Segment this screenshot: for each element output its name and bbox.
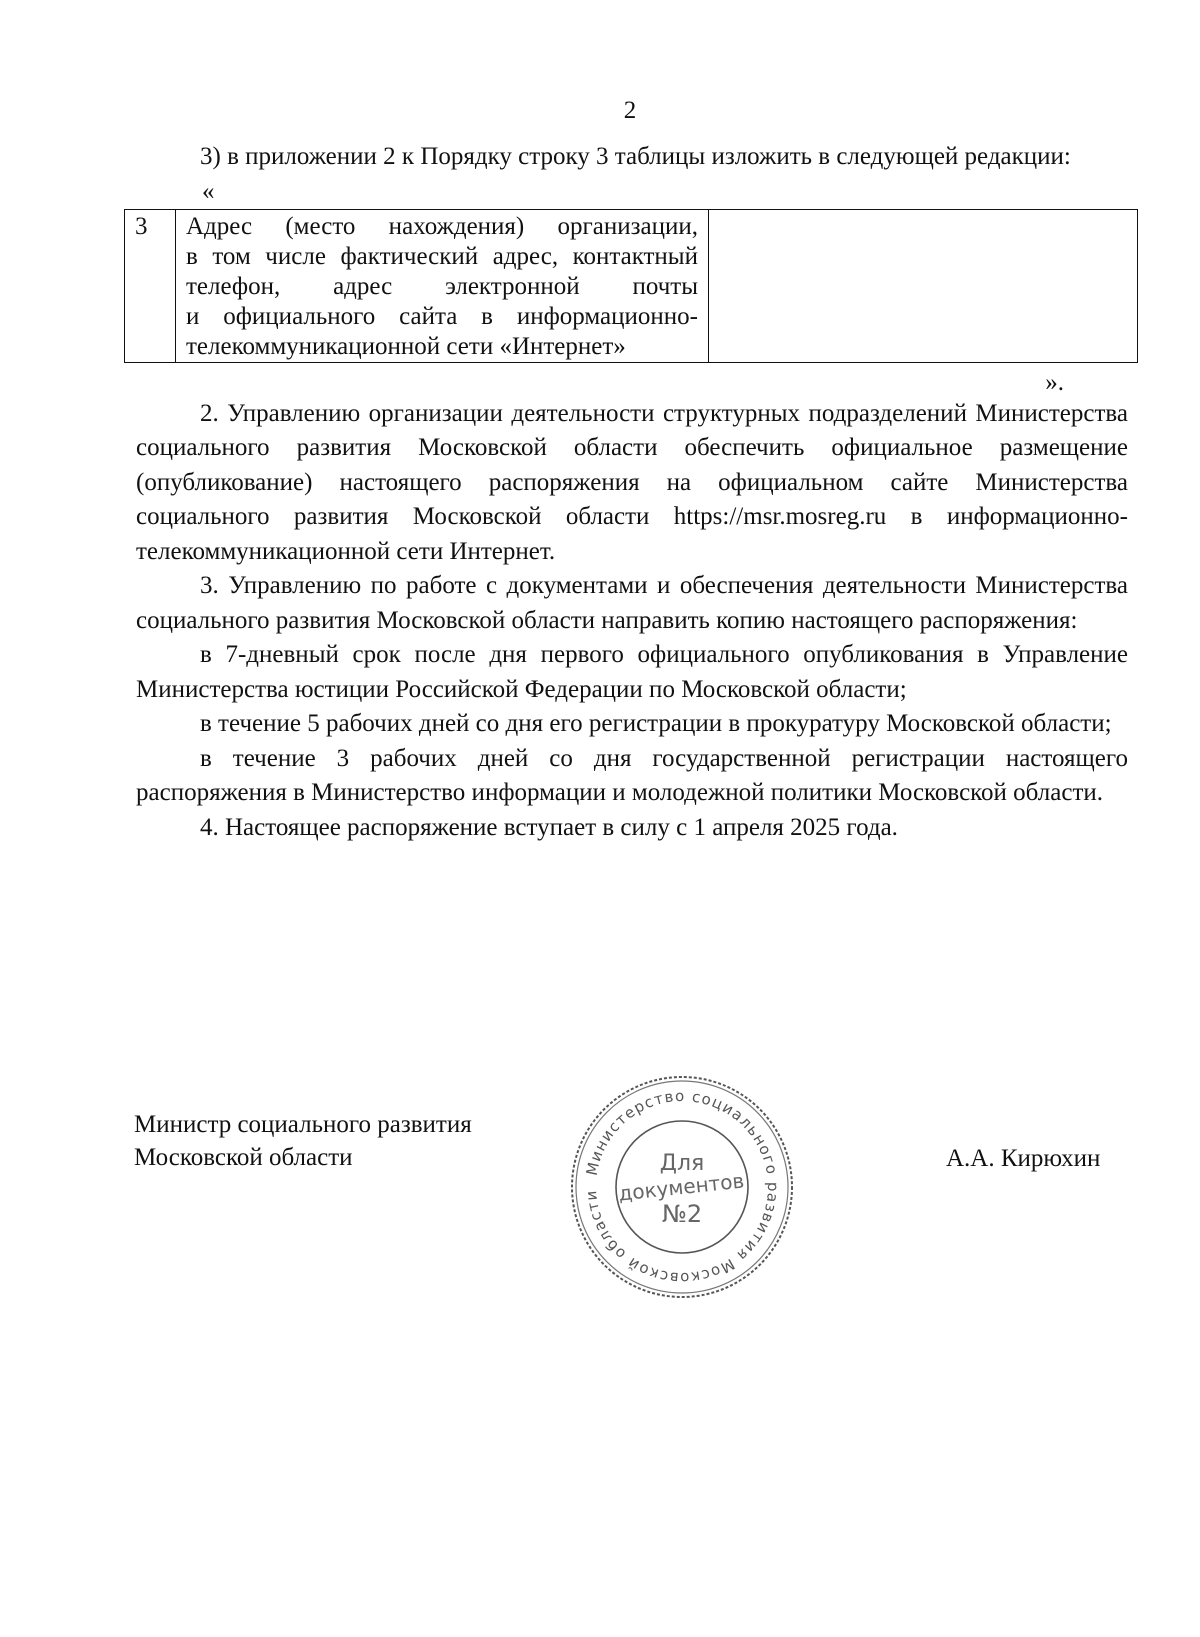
paragraph-3: 3. Управлению по работе с документами и обеспечения деятельности Министерства социального развития Московской области направить копию настоящего распоряжения: [136, 572, 1128, 634]
official-seal [566, 1072, 798, 1302]
paragraph-3-sub-3: в течение 3 рабочих дней со дня государственной регистрации настоящего распоряжения в Министерство информации и молодежной политики Московской области. [136, 744, 1128, 806]
item-3-intro: 3) в приложении 2 к Порядку строку 3 таблицы изложить в следующей редакции: [200, 143, 1071, 170]
paragraph-3-sub-1: в 7-дневный срок после дня первого официального опубликования в Управление Министерства юстиции Российской Федерации по Московской области; [136, 641, 1128, 703]
page-number: 2 [623, 97, 637, 124]
row-number-cell: 3 [125, 209, 176, 362]
paragraph-4: 4. Настоящее распоряжение вступает в силу с 1 апреля 2025 года. [200, 813, 898, 841]
description-line: в том числе фактический адрес, контактный [186, 242, 698, 270]
row-description-cell [176, 209, 709, 362]
opening-quote: « [202, 177, 215, 205]
seal-ring-text: Министерство социального развития Московской области [581, 1086, 783, 1288]
description-line: телекоммуникационной сети «Интернет» [186, 332, 626, 360]
signatory-name: А.А. Кирюхин [946, 1145, 1101, 1172]
seal-center-line3: №2 [661, 1200, 703, 1228]
table-row [125, 209, 1138, 362]
seal-center-line1: Для [659, 1151, 705, 1176]
description-line: Адрес (место нахождения) организации, [186, 212, 698, 240]
seal-center-line2: документов [617, 1168, 746, 1206]
signatory-title-line1: Министр социального развития [134, 1111, 472, 1138]
description-line: телефон, адрес электронной почты [186, 272, 698, 300]
description-line: и официального сайта в информационно- [186, 302, 698, 330]
closing-quote: ». [1045, 368, 1064, 396]
row-value-cell [709, 209, 1138, 362]
signatory-title-line2: Московской области [134, 1144, 353, 1171]
document-body [136, 140, 1128, 845]
signatory-title [134, 1108, 472, 1174]
paragraph-2: 2. Управлению организации деятельности структурных подразделений Министерства социального развития Московской области обеспечить официальное размещение (опубликование) настоящего распоряжения на официальном сайте Министерства социального развития Московской области https://msr.mosreg.ru в информационно-телекоммуникационной сети Интернет. [136, 399, 1128, 565]
paragraph-3-sub-2: в течение 5 рабочих дней со дня его регистрации в прокуратуру Московской области; [200, 710, 1112, 737]
amendment-table [124, 209, 1138, 363]
